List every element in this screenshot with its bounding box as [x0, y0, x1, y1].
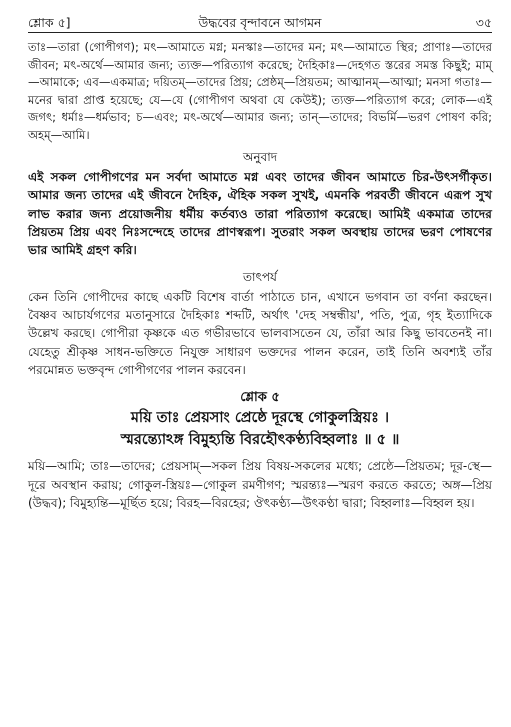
page-number: ৩৫ [475, 15, 492, 30]
translation-heading: অনুবাদ [242, 149, 278, 164]
verse-line-2: স্মরন্ত্যোঽঙ্গ বিমুহ্যন্তি বিরহৌৎকণ্ঠ্যবিহ্বলাঃ ॥ ৫ ॥ [120, 432, 400, 449]
book-page [28, 14, 492, 512]
verse-title: শ্লোক ৫ [240, 390, 280, 406]
word-synonyms-top: তাঃ—তারা (গোপীগণ); মৎ—আমাতে মগ্ন; মনস্কাঃ—তাদের মন; মৎ—আমাতে স্থির; প্রাণাঃ—তাদের জীবন; মৎ-অর্থে—আমার জন্য; ত্যক্ত—পরিত্যাগ করেছে; দৈহিকাঃ—দেহগত স্তরের সমস্ত কিছুই; মাম্—আমাকে; এব—একমাত্র; দয়িতম্—তাদের প্রিয়; প্রেষ্ঠম্—প্রিয়তম; আত্মানম্—আত্মা; মনসা গতাঃ—মনের দ্বারা প্রাপ্ত হয়েছে; যে—যে (গোপীগণ অথবা যে কেউই); ত্যক্ত—পরিত্যাগ করে; লোক—এই জগৎ; ধর্মাঃ—ধর্মভাব; চ—এবং; মৎ-অর্থে—আমার জন্য; তান্—তাদের; বিভর্মি—ভরণ পোষণ করি; অহম্—আমি। [28, 40, 492, 142]
verse-line-1: ময়ি তাঃ প্রেয়সাং প্রেষ্ঠে দূরস্থে গোকুলস্ত্রিয়ঃ । [130, 410, 390, 427]
running-header [28, 14, 492, 36]
translation-text: এই সকল গোপীগণের মন সর্বদা আমাতে মগ্ন এবং তাদের জীবন আমাতে চির-উৎসর্গীকৃত। আমার জন্য তাদের এই জীবনে দৈহিক, ঐহিক সকল সুখই, এমনকি পরবর্তী জীবনে এরূপ সুখ লাভ করার জন্য প্রয়োজনীয় ধর্মীয় কর্তব্যও তারা পরিত্যাগ করেছে। আমিই একমাত্র তাদের প্রিয়তম প্রিয় এবং নিঃসন্দেহে তাদের প্রাণস্বরূপ। সুতরাং সকল অবস্থায় তাদের ভরণ পোষণের ভার আমিই গ্রহণ করি। [28, 169, 492, 258]
header-chapter-title: উদ্ধবের বৃন্দাবনে আগমন [198, 15, 322, 30]
header-verse-ref: শ্লোক ৫] [28, 15, 71, 30]
word-synonyms-bottom: ময়ি—আমি; তাঃ—তাদের; প্রেয়সাম্—সকল প্রিয় বিষয়-সকলের মধ্যে; প্রেষ্ঠে—প্রিয়তম; দূর-স্থে—দূরে অবস্থান করায়; গোকুল-স্ত্রিয়ঃ—গোকুল রমণীগণ; স্মরন্ত্যঃ—স্মরণ করতে করতে; অঙ্গ—প্রিয় (উদ্ধব); বিমুহ্যন্তি—মূর্ছিত হয়ে; বিরহ—বিরহের; ঔৎকণ্ঠ্য—উৎকণ্ঠা দ্বারা; বিহ্বলাঃ—বিহ্বল হয়। [28, 459, 492, 511]
purport-heading: তাৎপর্য [243, 269, 277, 284]
purport-text: কেন তিনি গোপীদের কাছে একটি বিশেষ বার্তা পাঠাতে চান, এখানে ভগবান তা বর্ণনা করছেন। বৈষ্ণব আচার্যগণের মতানুসারে দৈহিকাঃ শব্দটি, অর্থাৎ 'দেহ সম্বন্ধীয়', পতি, পুত্র, গৃহ ইত্যাদিকে উল্লেখ করছে। গোপীরা কৃষ্ণকে এত গভীরভাবে ভালবাসতেন যে, তাঁরা আর কিছু ভাবতেনই না। যেহেতু শ্রীকৃষ্ণ সাধন-ভক্তিতে নিযুক্ত সাধারণ ভক্তদের পালন করেন, তাই তিনি অবশ্যই তাঁর পরমোন্নত ভক্তবৃন্দ গোপীগণের পালন করবেন। [28, 290, 492, 377]
